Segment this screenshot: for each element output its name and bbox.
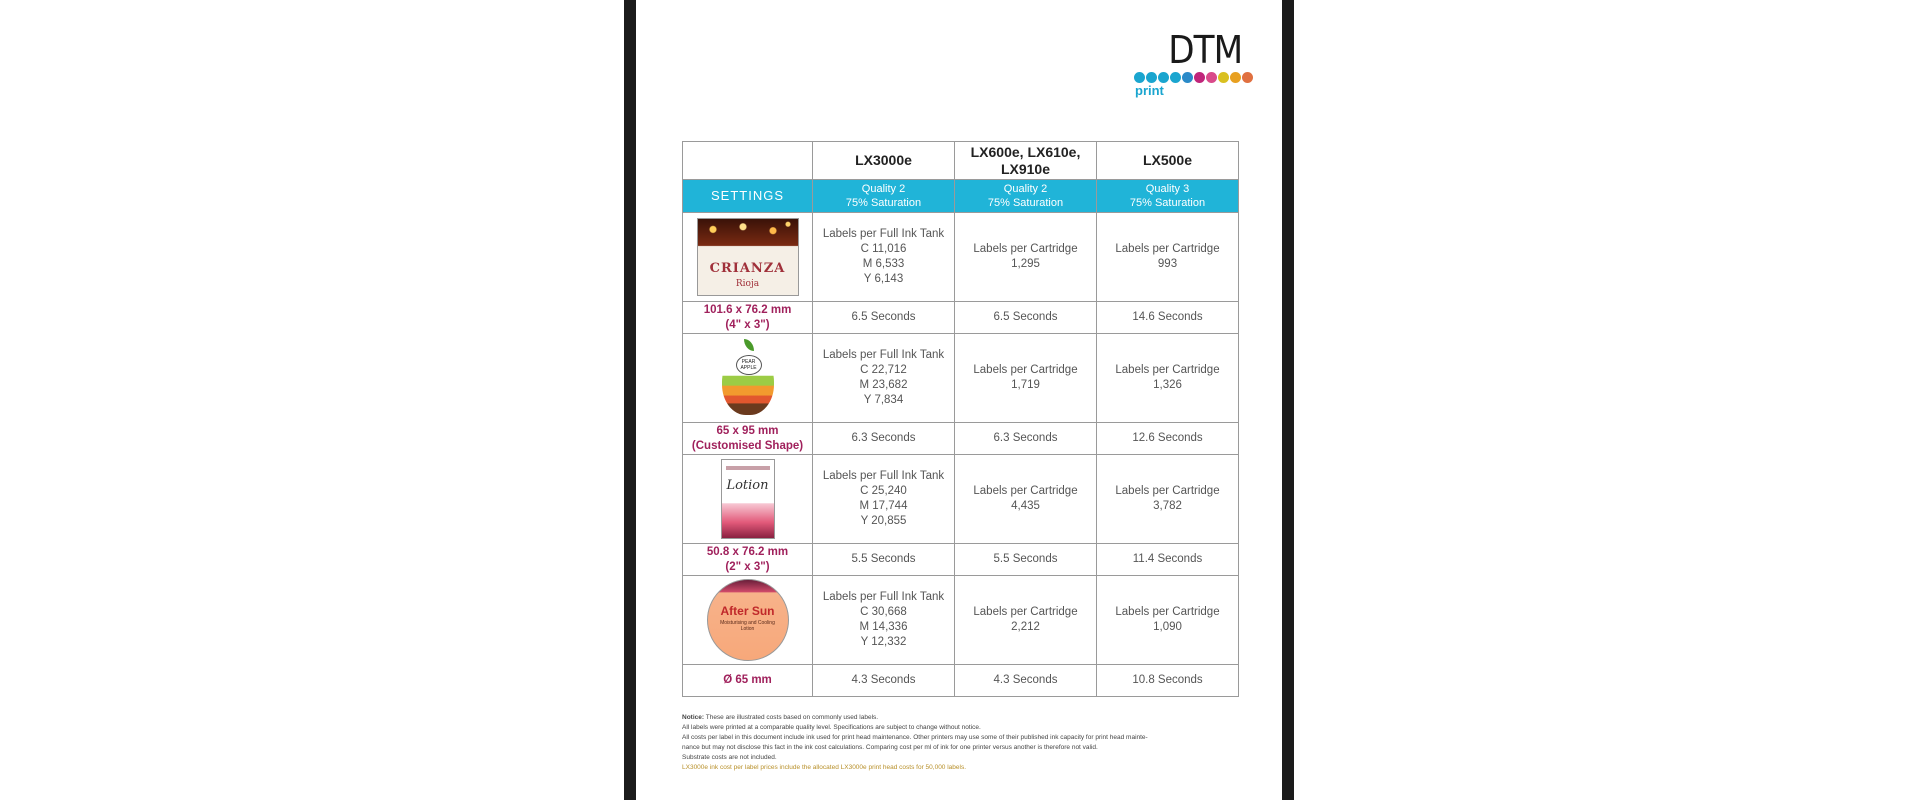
yield-value: 1,295 (1011, 258, 1040, 270)
aftersun-sub: Moisturising and Cooling Lotion (720, 620, 775, 632)
sample-image-cell (683, 334, 813, 423)
logo-dots (1134, 72, 1253, 83)
logo-dot (1146, 72, 1157, 83)
print-time-lx600e: 5.5 Seconds (955, 544, 1097, 576)
lx600e-yield (955, 213, 1097, 302)
label-size (683, 665, 813, 697)
settings-row (683, 180, 1239, 213)
table-header-row (683, 142, 1239, 180)
sample-row-pear (683, 334, 1239, 423)
yield-title: Labels per Full Ink Tank (822, 591, 945, 603)
lotion-title: Lotion (726, 478, 769, 493)
lotion-stripe (726, 466, 770, 470)
yield-magenta: M 14,336 (859, 621, 908, 633)
print-time-lx600e: 6.5 Seconds (955, 302, 1097, 334)
lx3000e-yield (813, 576, 955, 665)
header-lx500e: LX500e (1097, 142, 1239, 180)
sample-image-cell (683, 576, 813, 665)
header-lx3000e: LX3000e (813, 142, 955, 180)
lx600e-yield (955, 455, 1097, 544)
yield-cyan: C 11,016 (860, 243, 907, 255)
notice-line: nance but may not disclose this fact in the ink cost calculations. Comparing cost per ml of ink for one printer versus another is therefore not valid. (682, 744, 1098, 751)
size-line1: 101.6 x 76.2 mm (703, 303, 792, 316)
sample-image-cell (683, 213, 813, 302)
print-time-lx500e: 12.6 Seconds (1097, 423, 1239, 455)
yield-yellow: Y 7,834 (863, 394, 904, 406)
yield-magenta: M 6,533 (862, 258, 905, 270)
notice-line: LX3000e ink cost per label prices include the allocated LX3000e print head costs for 50,000 labels. (682, 764, 967, 771)
settings-label: SETTINGS (683, 180, 813, 213)
size-line2: (2" x 3") (725, 560, 770, 573)
header-cell-empty (683, 142, 813, 180)
size-line1: Ø 65 mm (723, 674, 772, 686)
time-row-lotion (683, 544, 1239, 576)
crianza-label-image (697, 218, 799, 296)
lx500e-yield (1097, 213, 1239, 302)
label-size (683, 423, 813, 455)
logo-text: DTM (1167, 28, 1242, 72)
dtm-print-logo (1132, 30, 1242, 100)
sample-row-lotion (683, 455, 1239, 544)
size-line1: 65 x 95 mm (716, 424, 779, 437)
notice-line: All labels were printed at a comparable quality level. Specifications are subject to change without notice. (682, 724, 981, 731)
page-frame-right (1282, 0, 1294, 800)
logo-dot (1230, 72, 1241, 83)
logo-dot (1182, 72, 1193, 83)
logo-dot (1242, 72, 1253, 83)
yield-title: Labels per Cartridge (973, 243, 1078, 255)
logo-dot (1134, 72, 1145, 83)
settings-lx600e (955, 180, 1097, 213)
print-time-lx600e: 4.3 Seconds (955, 665, 1097, 697)
crianza-sub: Rioja (735, 279, 760, 289)
comparison-table (682, 141, 1239, 697)
notice-line: Substrate costs are not included. (682, 754, 777, 761)
saturation-value: 75% Saturation (845, 197, 922, 209)
yield-title: Labels per Cartridge (973, 364, 1078, 376)
logo-dot (1158, 72, 1169, 83)
yield-yellow: Y 20,855 (860, 515, 907, 527)
print-time-lx600e: 6.3 Seconds (955, 423, 1097, 455)
sample-row-crianza (683, 213, 1239, 302)
yield-cyan: C 30,668 (860, 606, 907, 618)
yield-title: Labels per Cartridge (973, 485, 1078, 497)
time-row-crianza (683, 302, 1239, 334)
yield-magenta: M 17,744 (859, 500, 908, 512)
sample-image-cell (683, 455, 813, 544)
saturation-value: 75% Saturation (1129, 197, 1206, 209)
logo-dot (1206, 72, 1217, 83)
quality-value: Quality 2 (861, 183, 906, 195)
time-row-pear (683, 423, 1239, 455)
print-time-lx3000e: 6.3 Seconds (813, 423, 955, 455)
page-frame-left (624, 0, 636, 800)
lx500e-yield (1097, 334, 1239, 423)
lx600e-yield (955, 576, 1097, 665)
lx500e-yield (1097, 576, 1239, 665)
logo-dot (1218, 72, 1229, 83)
size-line2: (Customised Shape) (691, 439, 804, 452)
quality-value: Quality 2 (1003, 183, 1048, 195)
quality-value: Quality 3 (1145, 183, 1190, 195)
header-lx600e: LX600e, LX610e, LX910e (955, 142, 1097, 180)
yield-title: Labels per Cartridge (1115, 606, 1220, 618)
sample-row-aftersun (683, 576, 1239, 665)
aftersun-title: After Sun (720, 604, 775, 618)
print-time-lx3000e: 5.5 Seconds (813, 544, 955, 576)
logo-dot (1170, 72, 1181, 83)
lx600e-yield (955, 334, 1097, 423)
yield-yellow: Y 12,332 (860, 636, 907, 648)
yield-yellow: Y 6,143 (863, 273, 904, 285)
size-line1: 50.8 x 76.2 mm (706, 545, 789, 558)
yield-magenta: M 23,682 (859, 379, 908, 391)
yield-value: 1,326 (1153, 379, 1182, 391)
yield-title: Labels per Cartridge (1115, 243, 1220, 255)
pear-label-image (718, 339, 778, 417)
lx3000e-yield (813, 213, 955, 302)
size-line2: (4" x 3") (725, 318, 770, 331)
notice-block (682, 713, 1242, 773)
yield-value: 3,782 (1153, 500, 1182, 512)
yield-title: Labels per Cartridge (973, 606, 1078, 618)
lx500e-yield (1097, 455, 1239, 544)
yield-title: Labels per Full Ink Tank (822, 470, 945, 482)
saturation-value: 75% Saturation (987, 197, 1064, 209)
print-time-lx500e: 10.8 Seconds (1097, 665, 1239, 697)
logo-dot (1194, 72, 1205, 83)
notice-line (682, 713, 1242, 723)
yield-cyan: C 22,712 (860, 364, 907, 376)
label-size (683, 544, 813, 576)
notice-line: All costs per label in this document include ink used for print head maintenance. Other printers may use some of their published ink capacity for print head mainte- (682, 734, 1148, 741)
lotion-label-image (721, 459, 775, 539)
yield-title: Labels per Cartridge (1115, 364, 1220, 376)
aftersun-label-image (707, 579, 789, 661)
lx3000e-yield (813, 455, 955, 544)
yield-title: Labels per Cartridge (1115, 485, 1220, 497)
yield-value: 1,090 (1153, 621, 1182, 633)
settings-lx500e (1097, 180, 1239, 213)
yield-value: 993 (1157, 258, 1178, 270)
logo-sub: print (1135, 83, 1164, 98)
notice-label: Notice: (682, 714, 705, 721)
yield-title: Labels per Full Ink Tank (822, 228, 945, 240)
crianza-title: CRIANZA (709, 261, 786, 276)
print-time-lx3000e: 4.3 Seconds (813, 665, 955, 697)
pear-tag: PEAR APPLE (736, 355, 762, 375)
print-time-lx3000e: 6.5 Seconds (813, 302, 955, 334)
print-time-lx500e: 11.4 Seconds (1097, 544, 1239, 576)
yield-value: 4,435 (1011, 500, 1040, 512)
yield-cyan: C 25,240 (860, 485, 907, 497)
yield-title: Labels per Full Ink Tank (822, 349, 945, 361)
yield-value: 1,719 (1011, 379, 1040, 391)
print-time-lx500e: 14.6 Seconds (1097, 302, 1239, 334)
time-row-aftersun (683, 665, 1239, 697)
yield-value: 2,212 (1011, 621, 1040, 633)
settings-lx3000e (813, 180, 955, 213)
bokeh-lights (698, 219, 798, 245)
notice-text: These are illustrated costs based on commonly used labels. (705, 714, 879, 721)
lx3000e-yield (813, 334, 955, 423)
label-size (683, 302, 813, 334)
